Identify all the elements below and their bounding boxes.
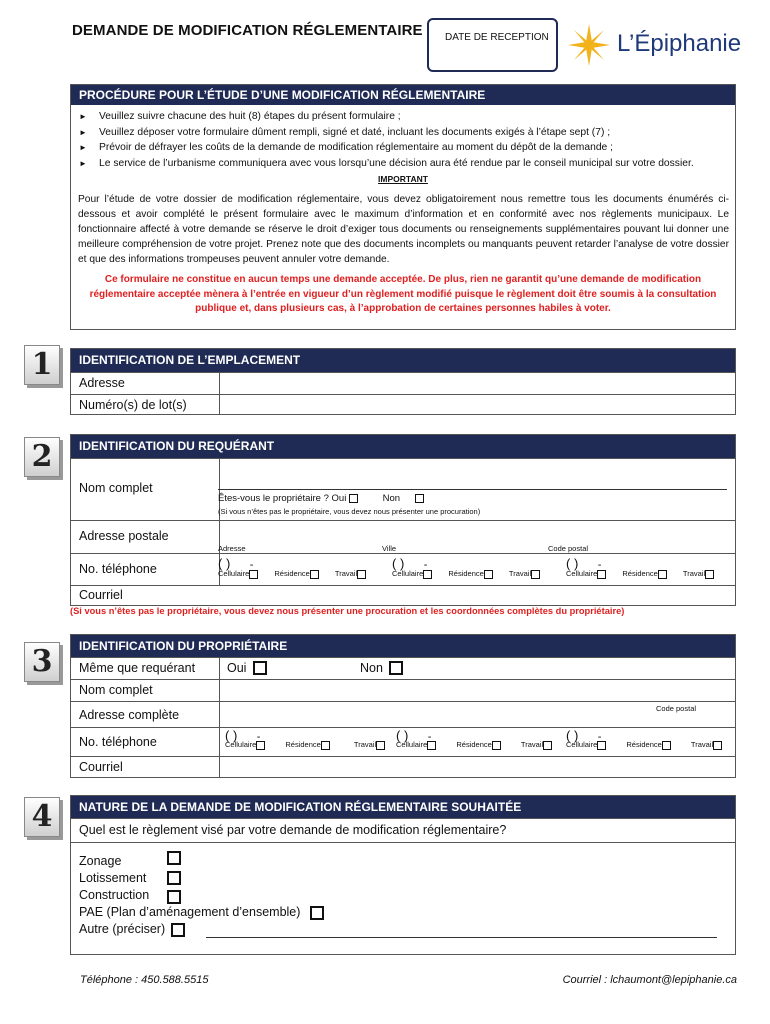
phone-group-2: ( ) - Cellulaire Résidence Travail [396,728,566,750]
meme-non-checkbox[interactable] [389,661,403,675]
section-requerant [70,434,736,606]
step-4-badge: 4 [24,797,60,837]
cellulaire-checkbox[interactable] [427,741,436,750]
residence-checkbox[interactable] [658,570,667,579]
proprietaire-question [218,493,424,504]
row-adresse-postale [71,520,735,553]
logo-text: L’Épiphanie [617,30,742,57]
residence-checkbox[interactable] [321,741,330,750]
bullet-item: ► Veuillez déposer votre formulaire dûment rempli, signé et daté, incluant les documents exigés à l’étape sept (7) ; [99,125,735,141]
residence-checkbox[interactable] [484,570,493,579]
code-postal-label: Code postal [656,704,697,713]
autre-checkbox[interactable] [171,923,185,937]
important-heading: IMPORTANT [378,174,428,184]
sub-ville-label: Ville [382,544,397,553]
travail-checkbox[interactable] [705,570,714,579]
adresse-label: Adresse [79,376,125,390]
phone-group-3: ( ) - Cellulaire Résidence Travail [566,556,736,579]
adresse-postale-field[interactable] [221,521,735,543]
important-paragraph: Pour l’étude de votre dossier de modification réglementaire, vous devez obligatoirement nous remettre tous les documents énumérés ci-dessous et avoir complété le présent formulaire avec le maximum d’information et en conformité avec nos règlements municipaux. Le fonctionnaire affecté à votre demande se réserve le droit d’exiger tous documents ou renseignements supplémentaires pouvant lui donner une meilleure compréhension de votre projet. Prenez note que des documents incomplets ou manquants peuvent retarder l’analyse de votre dossier et que des informations trompeuses peuvent annuler votre demande. [78,194,729,265]
procuration-red-note: (Si vous n’êtes pas le propriétaire, vous devez nous présenter une procuration et les coordonnées complètes du propriétaire) [70,606,625,616]
area-code: ( ) [218,556,231,571]
bullet-item: ► Prévoir de défrayer les coûts de la demande de modification réglementaire au moment du dépôt de la demande ; [99,140,735,156]
travail-checkbox[interactable] [357,570,366,579]
travail-checkbox[interactable] [376,741,385,750]
footer-telephone: Téléphone : 450.588.5515 [80,974,209,986]
row-nom [71,679,735,701]
question-text: Quel est le règlement visé par votre demande de modification réglementaire? [79,823,507,837]
proprietaire-label: Êtes-vous le propriétaire ? Oui [218,493,347,504]
nom-label: Nom complet [79,683,153,697]
adresse-field[interactable] [221,373,735,394]
sun-logo-icon [566,22,612,68]
cellulaire-checkbox[interactable] [597,570,606,579]
pae-checkbox[interactable] [310,906,324,920]
lots-label: Numéro(s) de lot(s) [79,398,187,412]
adresse-postale-label: Adresse postale [79,529,169,543]
courriel-label: Courriel [79,588,123,602]
row-adresse [71,372,735,394]
sub-adresse-label: Adresse [218,544,246,553]
construction-checkbox[interactable] [167,890,181,904]
autre-field[interactable] [206,937,717,938]
courriel-field[interactable] [221,757,735,778]
row-courriel [71,756,735,778]
row-lots [71,394,735,415]
adresse-complete-field[interactable] [221,702,735,727]
proprietaire-non-checkbox[interactable] [415,494,424,503]
nom-field[interactable] [218,489,727,490]
date-reception-box [427,18,558,72]
procedure-box [70,84,736,330]
section-1-title: IDENTIFICATION DE L’EMPLACEMENT [71,349,735,372]
residence-checkbox[interactable] [310,570,319,579]
proprietaire-non-label: Non [382,493,401,504]
courriel-field[interactable] [221,586,735,605]
warning-text: Ce formulaire ne constitue en aucun temps une demande acceptée. De plus, rien ne garantit qu’une demande de modification réglementaire acceptée mènera à l’entrée en vigueur d’un règlement modifié puisque le règlement doit être soumis à la consultation publique et, dans plusieurs cas, à l’approbation de certaines personnes habiles à voter. [89,274,717,314]
row-courriel [71,585,735,605]
section-emplacement [70,348,736,415]
row-question [71,818,735,842]
lotissement-checkbox[interactable] [167,871,181,885]
form-title: DEMANDE DE MODIFICATION RÉGLEMENTAIRE [72,22,423,39]
section-proprietaire [70,634,736,778]
phone-group-1: ( ) - Cellulaire Résidence Travail [225,728,395,750]
telephone-label: No. téléphone [79,735,157,749]
option-construction: Construction [79,888,149,902]
row-meme: Même que requérant Oui Non [71,657,735,679]
cellulaire-checkbox[interactable] [597,741,606,750]
cellulaire-checkbox[interactable] [249,570,258,579]
telephone-label: No. téléphone [79,562,157,576]
row-telephone [71,727,735,756]
section-2-title: IDENTIFICATION DU REQUÉRANT [71,435,735,458]
phone-group-3: ( ) - Cellulaire Résidence Travail [566,728,736,750]
row-adresse-complete [71,701,735,727]
procuration-note: (Si vous n’êtes pas le propriétaire, vous devez nous présenter une procuration) [218,507,481,516]
zonage-checkbox[interactable] [167,851,181,865]
option-lotissement: Lotissement [79,871,146,885]
procedure-bullets [71,109,735,171]
option-pae: PAE (Plan d’aménagement d’ensemble) [79,905,324,920]
row-nom-complet [71,458,735,520]
option-zonage: Zonage [79,854,121,868]
phone-group-2: ( ) - Cellulaire Résidence Travail [392,556,562,579]
meme-oui-checkbox[interactable] [253,661,267,675]
section-nature [70,795,736,955]
procedure-title: PROCÉDURE POUR L’ÉTUDE D’UNE MODIFICATION RÉGLEMENTAIRE [71,85,735,105]
travail-checkbox[interactable] [713,741,722,750]
bullet-item: ► Le service de l’urbanisme communiquera avec vous lorsqu’une décision aura été rendue par le conseil municipal sur votre dossier. [99,156,735,172]
nom-field[interactable] [221,680,735,701]
travail-checkbox[interactable] [543,741,552,750]
residence-checkbox[interactable] [492,741,501,750]
section-4-title: NATURE DE LA DEMANDE DE MODIFICATION RÉGLEMENTAIRE SOUHAITÉE [71,796,735,818]
sub-code-label: Code postal [548,544,589,553]
cellulaire-checkbox[interactable] [256,741,265,750]
section-3-title: IDENTIFICATION DU PROPRIÉTAIRE [71,635,735,657]
courriel-label: Courriel [79,760,123,774]
step-3-badge: 3 [24,642,60,682]
travail-checkbox[interactable] [531,570,540,579]
meme-label: Même que requérant [79,661,196,675]
phone-group-1: ( ) - Cellulaire Résidence Travail [218,556,388,579]
cellulaire-checkbox[interactable] [423,570,432,579]
row-telephone [71,553,735,585]
lots-field[interactable] [221,395,735,415]
adresse-complete-label: Adresse complète [79,708,180,722]
residence-checkbox[interactable] [662,741,671,750]
bullet-item: ► Veuillez suivre chacune des huit (8) étapes du présent formulaire ; [99,109,735,125]
nom-label: Nom complet [79,481,153,495]
proprietaire-oui-checkbox[interactable] [349,494,358,503]
step-1-badge: 1 [24,345,60,385]
step-2-badge: 2 [24,437,60,477]
date-reception-label: DATE DE RECEPTION [445,32,549,43]
option-autre: Autre (préciser) [79,922,185,937]
footer-courriel: Courriel : lchaumont@lepiphanie.ca [562,974,737,986]
options-list [71,842,735,954]
